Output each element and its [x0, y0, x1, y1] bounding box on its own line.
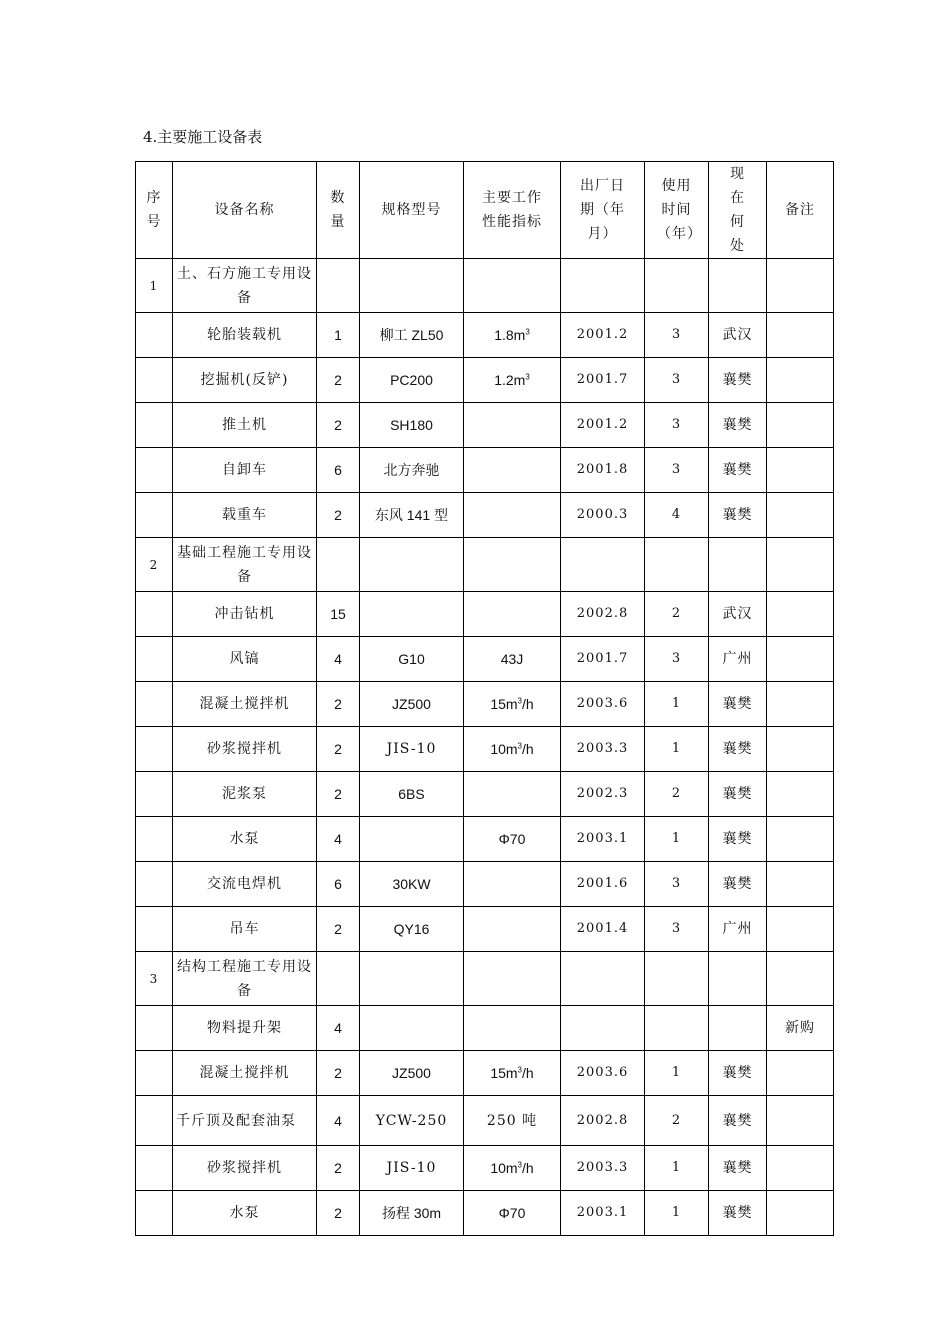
- equipment-model: SH180: [360, 403, 464, 448]
- equipment-quantity: 4: [317, 1096, 360, 1146]
- remark: [767, 592, 834, 637]
- years-in-use: 1: [645, 817, 709, 862]
- years-in-use: 3: [645, 448, 709, 493]
- table-row: [136, 592, 834, 637]
- empty-cell: [645, 259, 709, 313]
- years-in-use: 3: [645, 403, 709, 448]
- current-location: 襄樊: [709, 1096, 767, 1146]
- performance-value: 10m: [490, 1160, 518, 1176]
- performance-unit-exponent: 3: [517, 1160, 522, 1170]
- current-location: 武汉: [709, 313, 767, 358]
- equipment-performance: [464, 1146, 561, 1191]
- current-location: 襄樊: [709, 682, 767, 727]
- empty-cell: [767, 538, 834, 592]
- manufacture-date: 2003.3: [561, 727, 645, 772]
- equipment-model: 柳工 ZL50: [360, 313, 464, 358]
- performance-unit-suffix: /h: [522, 741, 534, 757]
- equipment-quantity: 1: [317, 313, 360, 358]
- table-row: [136, 358, 834, 403]
- equipment-name: 水泵: [173, 817, 317, 862]
- empty-cell: [709, 259, 767, 313]
- performance-unit-exponent: 3: [525, 327, 530, 337]
- equipment-model: JIS-10: [360, 1146, 464, 1191]
- manufacture-date: 2001.2: [561, 403, 645, 448]
- equipment-name: 轮胎装载机: [173, 313, 317, 358]
- equipment-name: 推土机: [173, 403, 317, 448]
- manufacture-date: 2002.3: [561, 772, 645, 817]
- section-row: [136, 259, 834, 313]
- equipment-performance: [464, 772, 561, 817]
- equipment-model: 30KW: [360, 862, 464, 907]
- current-location: 襄樊: [709, 1146, 767, 1191]
- header-name: 设备名称: [173, 162, 317, 259]
- years-in-use: 1: [645, 727, 709, 772]
- equipment-model: QY16: [360, 907, 464, 952]
- empty-cell: [317, 259, 360, 313]
- empty-cell: [645, 538, 709, 592]
- equipment-model: 6BS: [360, 772, 464, 817]
- equipment-name: 混凝土搅拌机: [173, 1051, 317, 1096]
- table-row: [136, 817, 834, 862]
- manufacture-date: 2003.6: [561, 682, 645, 727]
- empty-cell: [561, 952, 645, 1006]
- remark: [767, 403, 834, 448]
- empty-cell: [317, 952, 360, 1006]
- years-in-use: 1: [645, 1146, 709, 1191]
- section-row: [136, 952, 834, 1006]
- empty-cell: [561, 259, 645, 313]
- row-index: [136, 727, 173, 772]
- years-in-use: 2: [645, 592, 709, 637]
- performance-value: 43J: [500, 651, 524, 667]
- equipment-model: 扬程 30m: [360, 1191, 464, 1236]
- equipment-performance: [464, 1096, 561, 1146]
- years-in-use: 3: [645, 313, 709, 358]
- equipment-quantity: 4: [317, 1006, 360, 1051]
- row-index: [136, 637, 173, 682]
- table-row: [136, 637, 834, 682]
- row-index: [136, 862, 173, 907]
- remark: [767, 358, 834, 403]
- current-location: 襄樊: [709, 1191, 767, 1236]
- header-date: 出厂日期（年月）: [561, 162, 645, 259]
- performance-unit-exponent: 3: [525, 372, 530, 382]
- section-name: 土、石方施工专用设备: [173, 259, 317, 313]
- current-location: 襄樊: [709, 772, 767, 817]
- equipment-name: 自卸车: [173, 448, 317, 493]
- current-location: [709, 1006, 767, 1051]
- remark: [767, 907, 834, 952]
- equipment-model: JZ500: [360, 1051, 464, 1096]
- equipment-model: [360, 592, 464, 637]
- row-index: [136, 772, 173, 817]
- header-location: 现在何处: [709, 162, 767, 259]
- equipment-name: 砂浆搅拌机: [173, 1146, 317, 1191]
- manufacture-date: 2003.3: [561, 1146, 645, 1191]
- row-index: [136, 358, 173, 403]
- years-in-use: 3: [645, 358, 709, 403]
- equipment-model: 东风 141 型: [360, 493, 464, 538]
- row-index: [136, 1191, 173, 1236]
- row-index: [136, 448, 173, 493]
- manufacture-date: 2001.7: [561, 637, 645, 682]
- equipment-model: G10: [360, 637, 464, 682]
- remark: [767, 448, 834, 493]
- equipment-name: 水泵: [173, 1191, 317, 1236]
- table-row: [136, 727, 834, 772]
- equipment-quantity: 4: [317, 637, 360, 682]
- table-row: [136, 1146, 834, 1191]
- manufacture-date: 2001.6: [561, 862, 645, 907]
- row-index: [136, 907, 173, 952]
- equipment-performance: [464, 1051, 561, 1096]
- empty-cell: [360, 952, 464, 1006]
- equipment-quantity: 4: [317, 817, 360, 862]
- table-row: [136, 907, 834, 952]
- row-index: [136, 1146, 173, 1191]
- equipment-name: 砂浆搅拌机: [173, 727, 317, 772]
- manufacture-date: 2000.3: [561, 493, 645, 538]
- manufacture-date: 2002.8: [561, 592, 645, 637]
- table-row: [136, 403, 834, 448]
- performance-unit-exponent: 3: [517, 741, 522, 751]
- equipment-performance: [464, 727, 561, 772]
- remark: [767, 682, 834, 727]
- equipment-model: JZ500: [360, 682, 464, 727]
- current-location: 襄樊: [709, 862, 767, 907]
- empty-cell: [317, 538, 360, 592]
- equipment-performance: [464, 907, 561, 952]
- equipment-model: PC200: [360, 358, 464, 403]
- years-in-use: 1: [645, 1051, 709, 1096]
- remark: [767, 1051, 834, 1096]
- header-qty: 数量: [317, 162, 360, 259]
- equipment-name: 吊车: [173, 907, 317, 952]
- remark: [767, 772, 834, 817]
- equipment-quantity: 2: [317, 358, 360, 403]
- equipment-name: 挖掘机(反铲): [173, 358, 317, 403]
- row-index: [136, 1096, 173, 1146]
- performance-unit-suffix: /h: [522, 1160, 534, 1176]
- performance-value: Φ70: [498, 831, 526, 847]
- years-in-use: 2: [645, 772, 709, 817]
- current-location: 襄樊: [709, 1051, 767, 1096]
- equipment-quantity: 2: [317, 772, 360, 817]
- equipment-performance: [464, 313, 561, 358]
- manufacture-date: 2001.4: [561, 907, 645, 952]
- performance-value: 1.8m: [494, 327, 526, 343]
- equipment-model: 北方奔驰: [360, 448, 464, 493]
- manufacture-date: 2001.2: [561, 313, 645, 358]
- header-model: 规格型号: [360, 162, 464, 259]
- current-location: 广州: [709, 637, 767, 682]
- current-location: 襄樊: [709, 727, 767, 772]
- page-title: 4.主要施工设备表: [143, 128, 263, 146]
- table-row: [136, 1191, 834, 1236]
- section-row: [136, 538, 834, 592]
- years-in-use: 1: [645, 1191, 709, 1236]
- table-row: [136, 313, 834, 358]
- years-in-use: 1: [645, 682, 709, 727]
- equipment-performance: [464, 682, 561, 727]
- table-row: [136, 862, 834, 907]
- equipment-name: 泥浆泵: [173, 772, 317, 817]
- empty-cell: [561, 538, 645, 592]
- empty-cell: [709, 952, 767, 1006]
- equipment-quantity: 2: [317, 682, 360, 727]
- row-index: [136, 817, 173, 862]
- equipment-performance: [464, 637, 561, 682]
- equipment-name: 千斤顶及配套油泵: [173, 1096, 317, 1146]
- header-years: 使用时间（年）: [645, 162, 709, 259]
- equipment-quantity: 15: [317, 592, 360, 637]
- equipment-quantity: 2: [317, 727, 360, 772]
- remark: [767, 817, 834, 862]
- equipment-model: [360, 1006, 464, 1051]
- equipment-performance: [464, 1006, 561, 1051]
- manufacture-date: 2001.7: [561, 358, 645, 403]
- manufacture-date: 2001.8: [561, 448, 645, 493]
- current-location: 襄樊: [709, 448, 767, 493]
- equipment-model: JIS-10: [360, 727, 464, 772]
- table-row: [136, 1096, 834, 1146]
- empty-cell: [709, 538, 767, 592]
- remark: [767, 862, 834, 907]
- equipment-model: [360, 817, 464, 862]
- empty-cell: [767, 259, 834, 313]
- table-row: [136, 1006, 834, 1051]
- empty-cell: [360, 538, 464, 592]
- years-in-use: 3: [645, 637, 709, 682]
- performance-value: Φ70: [498, 1205, 526, 1221]
- empty-cell: [464, 538, 561, 592]
- row-index: [136, 493, 173, 538]
- performance-value: 15m: [490, 696, 518, 712]
- manufacture-date: [561, 1006, 645, 1051]
- current-location: 武汉: [709, 592, 767, 637]
- equipment-quantity: 2: [317, 403, 360, 448]
- equipment-performance: [464, 403, 561, 448]
- years-in-use: 3: [645, 862, 709, 907]
- equipment-performance: [464, 493, 561, 538]
- years-in-use: 4: [645, 493, 709, 538]
- table-row: [136, 493, 834, 538]
- row-index: [136, 313, 173, 358]
- table-body: [136, 162, 834, 1236]
- equipment-quantity: 2: [317, 1146, 360, 1191]
- empty-cell: [464, 259, 561, 313]
- equipment-performance: [464, 358, 561, 403]
- equipment-performance: [464, 1191, 561, 1236]
- equipment-quantity: 6: [317, 862, 360, 907]
- equipment-name: 交流电焊机: [173, 862, 317, 907]
- table-row: [136, 1051, 834, 1096]
- equipment-table: [135, 161, 834, 1236]
- current-location: 襄樊: [709, 358, 767, 403]
- current-location: 襄樊: [709, 493, 767, 538]
- empty-cell: [645, 952, 709, 1006]
- years-in-use: [645, 1006, 709, 1051]
- row-index: [136, 682, 173, 727]
- manufacture-date: 2003.1: [561, 1191, 645, 1236]
- section-index: 1: [136, 259, 173, 313]
- years-in-use: 3: [645, 907, 709, 952]
- performance-value: 1.2m: [494, 372, 526, 388]
- section-name: 基础工程施工专用设备: [173, 538, 317, 592]
- performance-unit-suffix: /h: [522, 696, 534, 712]
- equipment-quantity: 2: [317, 907, 360, 952]
- performance-unit-exponent: 3: [517, 696, 522, 706]
- header-performance: 主要工作性能指标: [464, 162, 561, 259]
- equipment-performance: [464, 448, 561, 493]
- years-in-use: 2: [645, 1096, 709, 1146]
- equipment-name: 冲击钻机: [173, 592, 317, 637]
- table-row: [136, 682, 834, 727]
- remark: [767, 1096, 834, 1146]
- empty-cell: [767, 952, 834, 1006]
- header-row: [136, 162, 834, 259]
- equipment-name: 混凝土搅拌机: [173, 682, 317, 727]
- performance-value: 250 吨: [486, 1112, 538, 1129]
- equipment-name: 物料提升架: [173, 1006, 317, 1051]
- row-index: [136, 592, 173, 637]
- remark: 新购: [767, 1006, 834, 1051]
- table-row: [136, 772, 834, 817]
- table-row: [136, 448, 834, 493]
- header-remark: 备注: [767, 162, 834, 259]
- equipment-quantity: 2: [317, 493, 360, 538]
- current-location: 襄樊: [709, 817, 767, 862]
- equipment-performance: [464, 862, 561, 907]
- performance-unit-exponent: 3: [517, 1065, 522, 1075]
- row-index: [136, 403, 173, 448]
- equipment-quantity: 2: [317, 1051, 360, 1096]
- manufacture-date: 2002.8: [561, 1096, 645, 1146]
- equipment-name: 载重车: [173, 493, 317, 538]
- row-index: [136, 1006, 173, 1051]
- row-index: [136, 1051, 173, 1096]
- performance-value: 10m: [490, 741, 518, 757]
- remark: [767, 727, 834, 772]
- equipment-model: YCW-250: [360, 1096, 464, 1146]
- manufacture-date: 2003.1: [561, 817, 645, 862]
- equipment-quantity: 6: [317, 448, 360, 493]
- header-index: 序号: [136, 162, 173, 259]
- equipment-performance: [464, 817, 561, 862]
- remark: [767, 313, 834, 358]
- remark: [767, 1146, 834, 1191]
- current-location: 广州: [709, 907, 767, 952]
- remark: [767, 1191, 834, 1236]
- equipment-quantity: 2: [317, 1191, 360, 1236]
- equipment-name: 风镐: [173, 637, 317, 682]
- equipment-performance: [464, 592, 561, 637]
- performance-value: 15m: [490, 1065, 518, 1081]
- empty-cell: [360, 259, 464, 313]
- section-index: 3: [136, 952, 173, 1006]
- current-location: 襄樊: [709, 403, 767, 448]
- remark: [767, 637, 834, 682]
- empty-cell: [464, 952, 561, 1006]
- section-name: 结构工程施工专用设备: [173, 952, 317, 1006]
- section-index: 2: [136, 538, 173, 592]
- manufacture-date: 2003.6: [561, 1051, 645, 1096]
- performance-unit-suffix: /h: [522, 1065, 534, 1081]
- remark: [767, 493, 834, 538]
